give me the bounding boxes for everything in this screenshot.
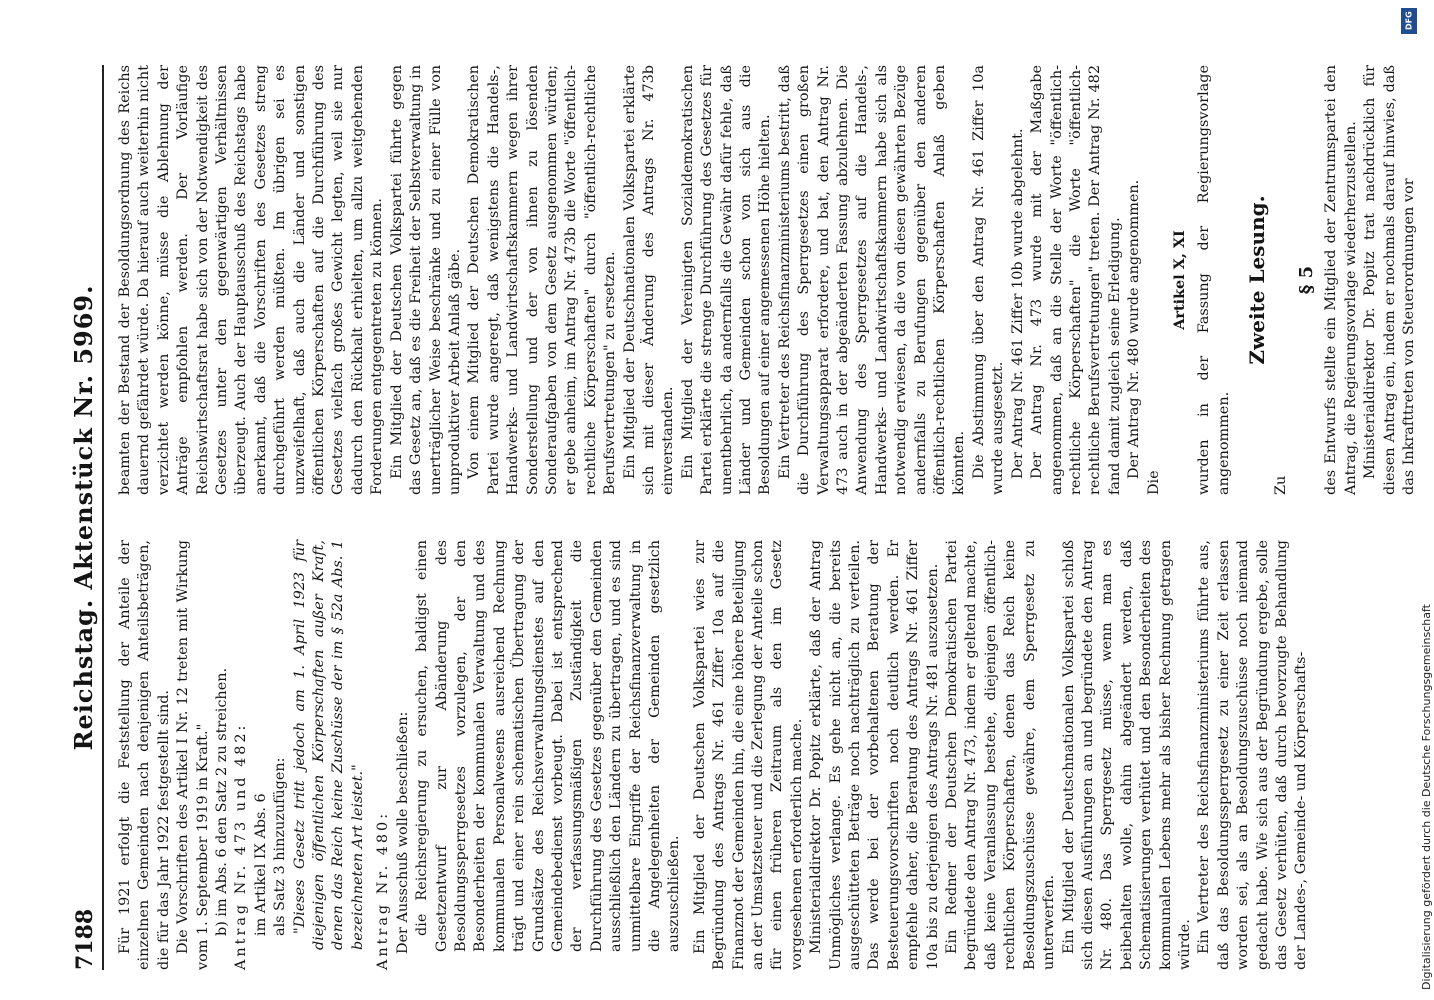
- paragraph: die Reichsregierung zu ersuchen, baldigst einen Gesetzentwurf zur Abänderung des Besoldungssperrgesetzes vorzulegen, der den Besonderheiten der kommunalen Verwaltung und des kommunalen Personalwesens ausreichend Rechnung trägt und einer rein schematischen Übertragung der Grundsätze des Reichsverwaltungsdienstes auf den Gemeindebedienst vorbeugt. Dabei ist entsprechend der verfassungsmäßigen Zuständigkeit die Durchführung des Gesetzes gegenüber den Gemeinden ausschließlich den Ländern zu übertragen, und es sind unmittelbare Eingriffe der Reichsfinanzverwaltung in die Angelegenheiten der Gemeinden gesetzlich auszuschließen.: [414, 540, 683, 952]
- motion-heading: Antrag Nr. 480:: [375, 810, 392, 970]
- paragraph: Zu: [1272, 475, 1289, 495]
- quoted-text: "Dieses Gesetz tritt jedoch am 1. April 1923 für diejenigen öffentlichen Körperschaften außer Kraft, denen das Reich keine Zuschüsse der im § 52a Abs. 1 bezeichneten Art leistet.": [291, 540, 366, 950]
- paragraph: Ein Mitglied der Deutschen Volkspartei wies zur Begründung des Antrags Nr. 461 Ziffer 10a auf die Finanznot der Gemeinden hin, die eine höhere Beteiligung an der Umsatzsteuer und die Zerlegung der Anteile schon für einen früheren Zeitraum als den im Gesetz vorgesehenen erforderlich mache.: [691, 540, 805, 970]
- paragraph: Der Ausschuß wolle beschließen:: [394, 711, 411, 954]
- paragraph: Ein Redner der Deutschen Demokratischen Partei begründete den Antrag Nr. 473, indem er geltend machte, daß keine Veranlassung bestehe, diejenigen öffentlich-rechtlichen Körperschaften, denen das Reich keine Besoldungszuschüsse gewähre, dem Sperrgesetz zu unterwerfen.: [944, 540, 1058, 970]
- page-title: Reichstag. Aktenstück Nr. 5969.: [69, 284, 98, 751]
- paragraph: b) im Abs. 6 den Satz 2 zu streichen.: [214, 667, 231, 936]
- paragraph: Ein Vertreter des Reichsfinanzministeriums bestritt, daß die Durchführung des Sperrgesetzes einen großen Verwaltungsapparat erfordere, und bat, den Antrag Nr. 473 auch in der abgeänderten Fassung abzulehnen. Die Anwendung des Sperrgesetzes auf die Handels-, Handwerks- und Landwirtschaftskammern habe sich als notwendig erwiesen, da die von diesen gewährten Bezüge andernfalls zu Berufungen gegenüber den anderen öffentlich-rechtlichen Körperschaften Anlaß geben könnten.: [776, 65, 968, 495]
- paragraph: Ein Mitglied der Deutschnationalen Volkspartei erklärte sich mit dieser Änderung des Antrags Nr. 473b einverstanden.: [621, 65, 677, 495]
- paragraph: Für 1921 erfolgt die Feststellung der Anteile der einzelnen Gemeinden nach denjenigen Anteilsbeträgen, die für das Jahr 1922 festgestellt sind.: [117, 540, 172, 970]
- paragraph: im Artikel IX Abs. 6: [252, 793, 269, 936]
- paragraph: Ein Mitglied der Deutschnationalen Volkspartei schloß sich diesen Ausführungen an und begründete den Antrag Nr. 480. Das Sperrgesetz müsse, wenn man es beibehalten wolle, dahin abgeändert werden, daß Schematisierungen verhütet und den Besonderheiten des kommunalen Lebens mehr als bisher Rechnung getragen würde.: [1060, 540, 1193, 970]
- left-column: [116, 540, 1376, 970]
- paragraph: Ein Vertreter des Reichsfinanzministeriums führte aus, daß das Besoldungssperrgesetz zu einer Zeit erlassen worden sei, als an Besoldungszuschüsse noch niemand gedacht habe. Wie sich aus der Begründung ergebe, solle das Gesetz verhüten, daß durch bevorzugte Behandlung der Landes-, Gemeinde- und Körperschafts-: [1196, 540, 1310, 970]
- paragraph: Die: [1145, 470, 1162, 495]
- section-heading: Zweite Lesung.: [1245, 195, 1270, 365]
- page-number: 7188: [72, 908, 98, 970]
- paragraph: beamten der Bestand der Besoldungsordnung des Reichs dauernd gefährdet würde. Da hierauf auch weiterhin nicht verzichtet werden könne, müsse die Ablehnung der Anträge empfohlen werden. Der Vorläufige Reichswirtschaftsrat habe sich von der Notwendigkeit des Gesetzes unter den gegenwärtigen Verhältnissen überzeugt. Auch der Hauptausschuß des Reichstags habe anerkannt, daß die Vorschriften des Gesetzes streng durchgeführt werden müßten. Im übrigen sei es unzweifelhaft, daß auch die Länder und sonstigen öffentlichen Körperschaften auf die Durchführung des Gesetzes vielfach großes Gewicht legten, weil sie nur dadurch den Rückhalt erhielten, um allzu weitgehenden Forderungen entgegentreten zu können.: [117, 65, 386, 495]
- running-head: [68, 65, 104, 970]
- section-heading: Artikel X, XI: [1170, 230, 1188, 330]
- motion-heading: Antrag Nr. 473 und 482:: [233, 722, 250, 970]
- paragraph: Ministerialdirektor Dr. Popitz trat nachdrücklich für diesen Antrag ein, indem er nochmals darauf hinwies, daß das Inkrafttreten von Steuerordnungen vor: [1362, 65, 1417, 495]
- paragraph: Von einem Mitglied der Deutschen Demokratischen Partei wurde angeregt, daß wenigstens die Handels-, Handwerks- und Landwirtschaftskammern wegen ihrer Sonderstellung und der von ihnen zu lösenden Sonderaufgaben von dem Gesetz ausgenommen würden; er gebe anheim, im Antrag Nr. 473b die Worte "öffentlich-rechtliche Körperschaften" durch "öffentlich-rechtliche Berufsvertretungen" zu ersetzen.: [466, 65, 619, 495]
- paragraph: des Entwurfs stellte ein Mitglied der Zentrumspartei den Antrag, die Regierungsvorlage wiederherzustellen.: [1323, 65, 1359, 495]
- funding-note: Digitalisierung gefördert durch die Deutsche Forschungsgemeinschaft: [1420, 604, 1433, 990]
- right-column: [116, 65, 1417, 495]
- paragraph: Ministerialdirektor Dr. Popitz erklärte, daß der Antrag Unmögliches verlange. Es gehe nicht an, die bereits ausgeschütteten Beträge noch nachträglich zu verteilen. Das werde bei der vorbehaltenen Beratung der Besteuerungsvorschriften noch deutlich werden. Er empfehle daher, die Beratung des Antrags Nr. 461 Ziffer 10a bis zu derjenigen des Antrags Nr. 481 auszusetzen.: [808, 540, 941, 970]
- paragraph: Ein Mitglied der Deutschen Volkspartei führte gegen das Gesetz an, daß es die Freiheit der Selbstverwaltung in unerträglicher Weise beschränke und zu einer Fülle von unproduktiver Arbeit Anlaß gäbe.: [388, 65, 463, 495]
- paragraph: Der Antrag Nr. 473 wurde mit der Maßgabe angenommen, daß an die Stelle der Worte "öffentlich-rechtliche Körperschaften" die Worte "öffentlich-rechtliche Berufsvertretungen" treten. Der Antrag Nr. 482 fand damit zugleich seine Erledigung.: [1029, 65, 1123, 495]
- paragraph-sign-heading: § 5: [1295, 265, 1317, 295]
- paragraph: Ein Mitglied der Vereinigten Sozialdemokratischen Partei erklärte die strenge Durchführung des Gesetzes für unentbehrlich, da andernfalls die Gewähr dafür fehle, daß Länder und Gemeinden schon von sich aus die Besoldungen auf einer angemessenen Höhe hielten.: [679, 65, 774, 495]
- paragraph: als Satz 3 hinzuzufügen:: [272, 757, 289, 936]
- paragraph: Die Vorschriften des Artikel I Nr. 12 treten mit Wirkung vom 1. September 1919 in Kraft.": [175, 540, 211, 970]
- dfg-logo: DFG: [1401, 8, 1417, 34]
- paragraph: Die Abstimmung über den Antrag Nr. 461 Ziffer 10a wurde ausgesetzt.: [970, 65, 1007, 495]
- paragraph: Der Antrag Nr. 461 Ziffer 10b wurde abgelehnt.: [1009, 128, 1026, 479]
- paragraph: wurden in der Fassung der Regierungsvorlage angenommen.: [1196, 65, 1232, 495]
- digitization-sidebar: [1398, 0, 1433, 1000]
- paragraph: Der Antrag Nr. 480 wurde angenommen.: [1126, 179, 1143, 479]
